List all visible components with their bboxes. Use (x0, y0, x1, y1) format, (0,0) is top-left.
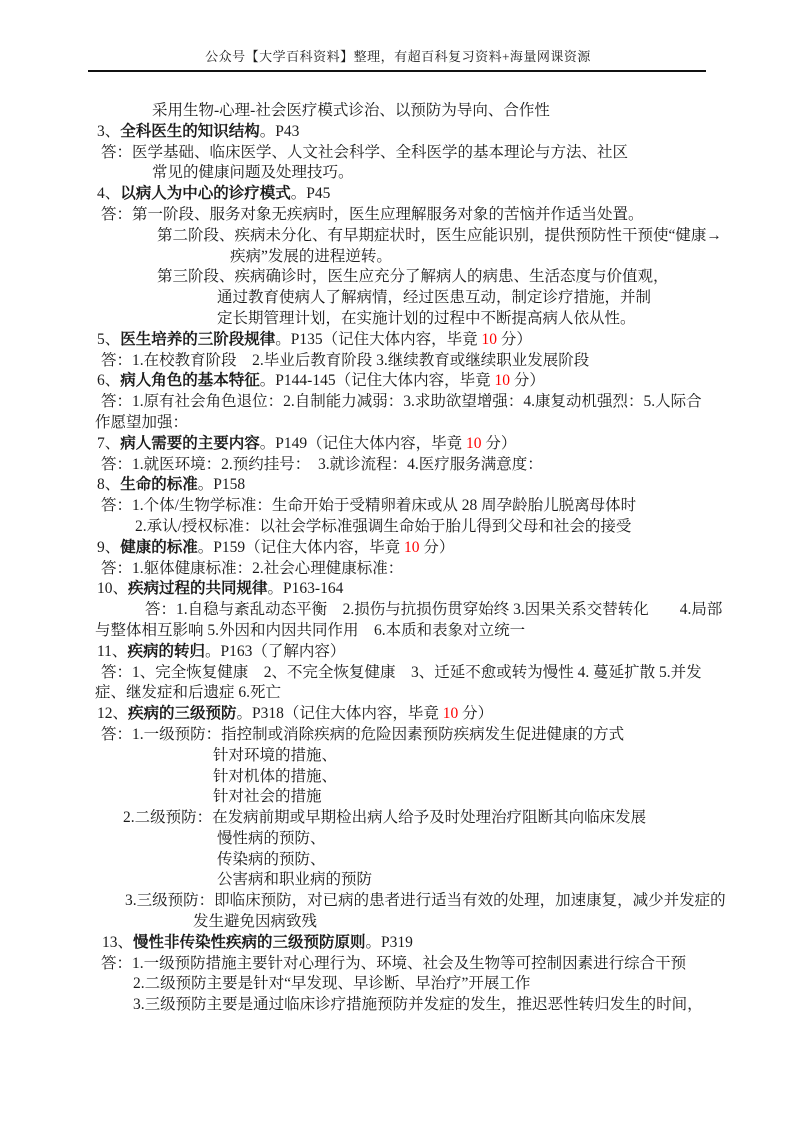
doc-line (95, 850, 735, 871)
doc-line (95, 184, 735, 205)
body-text: 针对社会的措施 (213, 788, 322, 806)
body-text: 5、 (97, 330, 121, 348)
body-text: 。P163（了解内容） (204, 642, 346, 660)
body-text: 。P319 (365, 933, 413, 951)
body-text: 发生避免因病致残 (193, 913, 318, 931)
body-text: 4、 (97, 185, 121, 203)
doc-line (95, 642, 735, 663)
doc-line (95, 309, 735, 330)
score-highlight-text: 10 (481, 330, 498, 348)
body-text: 针对机体的措施、 (213, 767, 338, 785)
doc-line (95, 205, 735, 226)
body-text: 3、 (97, 122, 121, 140)
doc-line (95, 974, 735, 995)
body-text: 2.二级预防：在发病前期或早期检出病人给予及时处理治疗阻断其向临床发展 (123, 809, 647, 827)
heading-text: 病人角色的基本特征 (120, 372, 260, 390)
doc-line (95, 226, 735, 247)
heading-text: 以病人为中心的诊疗模式 (120, 185, 291, 203)
doc-line (95, 475, 735, 496)
doc-line (95, 267, 735, 288)
body-text: 答：第一阶段、服务对象无疾病时，医生应理解服务对象的苦恼并作适当处置。 (101, 205, 644, 223)
body-text: 答：1.在校教育阶段 2.毕业后教育阶段 3.继续教育或继续职业发展阶段 (101, 351, 590, 369)
doc-line (95, 163, 735, 184)
body-text: 。P144-145（记住大体内容，毕竟 (259, 372, 495, 390)
doc-line (95, 538, 735, 559)
doc-line (95, 122, 735, 143)
body-text: 。P158 (197, 476, 246, 494)
body-text: 12、 (97, 705, 129, 723)
body-text: 传染病的预防、 (217, 850, 326, 868)
body-text: 症、继发症和后遗症 6.死亡 (95, 684, 282, 702)
body-text: 第三阶段、疾病确诊时，医生应充分了解病人的病患、生活态度与价值观， (157, 268, 669, 286)
doc-line (95, 746, 735, 767)
doc-line (95, 621, 735, 642)
doc-line (95, 767, 735, 788)
body-text: 答：1.自稳与紊乱动态平衡 2.损伤与抗损伤贯穿始终 3.因果关系交替转化 4.局部 (145, 601, 723, 619)
body-text: 慢性病的预防、 (217, 829, 326, 847)
doc-line (95, 829, 735, 850)
body-text: 10、 (97, 580, 129, 598)
body-text: 3.三级预防：即临床预防，对已病的患者进行适当有效的处理，加速康复，减少并发症的 (125, 892, 726, 910)
body-text: 答：1.个体/生物学标准：生命开始于受精卵着床或从 28 周孕龄胎儿脱离母体时 (101, 497, 637, 515)
body-text: 。P45 (290, 185, 331, 203)
page-header-text: 公众号【大学百科资料】整理，有超百科复习资料+海量网课资源 (205, 49, 591, 64)
body-text: 分） (509, 372, 545, 390)
doc-line (95, 600, 735, 621)
doc-line (95, 663, 735, 684)
score-highlight-text: 10 (404, 538, 420, 556)
body-text: 13、 (102, 933, 134, 951)
body-text: 2.承认/授权标准：以社会学标准强调生命始于胎儿得到父母和社会的接受 (135, 517, 632, 535)
body-text: 分） (458, 705, 494, 723)
body-text: 9、 (97, 538, 121, 556)
body-text: 针对环境的措施、 (213, 746, 338, 764)
doc-line (95, 288, 735, 309)
body-text: 。P149（记住大体内容，毕竟 (259, 434, 467, 452)
body-text: 作愿望加强： (95, 413, 189, 431)
doc-line (95, 704, 735, 725)
doc-line (95, 392, 735, 413)
heading-text: 慢性非传染性疾病的三级预防原则 (133, 933, 366, 951)
doc-line (95, 101, 735, 122)
doc-line (95, 559, 735, 580)
doc-line (95, 912, 735, 933)
doc-line (95, 725, 735, 746)
heading-text: 疾病过程的共同规律 (128, 580, 268, 598)
score-highlight-text: 10 (442, 705, 459, 723)
body-text: 7、 (97, 434, 121, 452)
doc-line (95, 933, 735, 954)
doc-line (95, 995, 735, 1016)
body-text: 。P43 (259, 122, 300, 140)
body-text: 2.二级预防主要是针对“早发现、早诊断、早治疗”开展工作 (133, 975, 531, 993)
body-text: 11、 (97, 642, 128, 660)
heading-text: 健康的标准 (120, 538, 198, 556)
heading-text: 医生培养的三阶段规律 (120, 330, 276, 348)
score-highlight-text: 10 (494, 372, 510, 390)
body-text: 公害病和职业病的预防 (217, 871, 373, 889)
body-text: 分） (497, 330, 532, 348)
doc-line (95, 371, 735, 392)
body-text: 分） (481, 434, 517, 452)
body-text: 。P163-164 (267, 580, 344, 598)
doc-line (95, 434, 735, 455)
body-text: 答：1.躯体健康标准：2.社会心理健康标准： (101, 559, 404, 577)
body-text: 答：1.就医环境：2.预约挂号： 3.就诊流程：4.医疗服务满意度： (101, 455, 543, 473)
body-text: 疾病”发展的进程逆转。 (230, 247, 392, 265)
doc-line (95, 455, 735, 476)
doc-line (95, 683, 735, 704)
doc-line (95, 143, 735, 164)
body-text: 答：1.原有社会角色退位：2.自制能力减弱：3.求助欲望增强：4.康复动机强烈：5.人际合 (101, 393, 702, 411)
body-text: 。P135（记住大体内容，毕竟 (275, 330, 482, 348)
body-text: 。P318（记住大体内容，毕竟 (236, 705, 443, 723)
doc-line (95, 579, 735, 600)
doc-line (95, 808, 735, 829)
body-text: 定长期管理计划，在实施计划的过程中不断提高病人依从性。 (217, 309, 636, 327)
body-text: 与整体相互影响 5.外因和内因共同作用 6.本质和表象对立统一 (95, 621, 526, 639)
heading-text: 全科医生的知识结构 (120, 122, 260, 140)
doc-line (95, 517, 735, 538)
doc-line (95, 787, 735, 808)
body-text: 第二阶段、疾病未分化、有早期症状时，医生应能识别，提供预防性干预使“健康→ (157, 226, 722, 244)
doc-line (95, 496, 735, 517)
doc-line (95, 247, 735, 268)
doc-line (95, 954, 735, 975)
doc-line (95, 330, 735, 351)
body-text: 8、 (97, 476, 121, 494)
body-text: 答：1、完全恢复健康 2、不完全恢复健康 3、迁延不愈或转为慢性 4. 蔓延扩散 5.并发 (101, 663, 702, 681)
doc-line (95, 413, 735, 434)
heading-text: 疾病的转归 (127, 642, 205, 660)
header-divider (88, 70, 706, 72)
body-text: 采用生物-心理-社会医疗模式诊治、以预防为导向、合作性 (152, 102, 550, 119)
doc-line (95, 891, 735, 912)
body-text: 常见的健康问题及处理技巧。 (152, 164, 354, 182)
heading-text: 病人需要的主要内容 (120, 434, 260, 452)
body-text: 分） (419, 538, 455, 556)
heading-text: 生命的标准 (120, 476, 198, 494)
heading-text: 疾病的三级预防 (128, 705, 237, 723)
body-text: 通过教育使病人了解病情，经过医患互动，制定诊疗措施，并制 (217, 289, 652, 307)
doc-line (95, 870, 735, 891)
body-text: 。P159（记住大体内容，毕竟 (197, 538, 405, 556)
document-body (95, 101, 735, 1016)
body-text: 3.三级预防主要是通过临床诊疗措施预防并发症的发生，推迟恶性转归发生的时间， (133, 996, 703, 1014)
body-text: 答：医学基础、临床医学、人文社会科学、全科医学的基本理论与方法、社区 (101, 143, 629, 161)
doc-line (95, 351, 735, 372)
body-text: 答：1.一级预防：指控制或消除疾病的危险因素预防疾病发生促进健康的方式 (101, 725, 625, 743)
body-text: 6、 (97, 372, 121, 390)
score-highlight-text: 10 (466, 434, 482, 452)
body-text: 答：1.一级预防措施主要针对心理行为、环境、社会及生物等可控制因素进行综合干预 (101, 954, 687, 972)
